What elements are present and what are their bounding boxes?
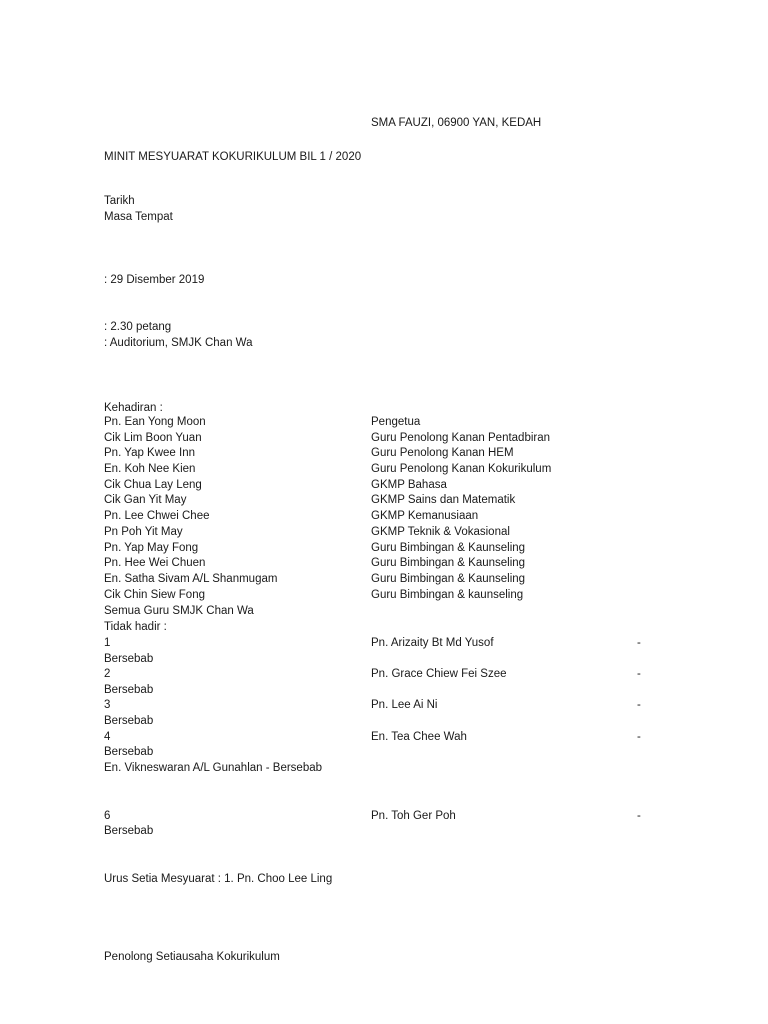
time-place-label: Masa Tempat bbox=[104, 211, 173, 223]
absent-name: Pn. Lee Ai Ni bbox=[371, 699, 438, 711]
attendee-role: Guru Penolong Kanan Kokurikulum bbox=[371, 463, 552, 475]
time-value: : 2.30 petang bbox=[104, 321, 172, 333]
absent-dash: - bbox=[637, 637, 641, 649]
attendee-role: Guru Bimbingan & Kaunseling bbox=[371, 542, 526, 554]
absent-dash: - bbox=[637, 810, 641, 822]
absent-number: 4 bbox=[104, 731, 111, 743]
attendee-name: Pn. Yap May Fong bbox=[104, 542, 199, 554]
absent-number: 6 bbox=[104, 810, 111, 822]
date-label: Tarikh bbox=[104, 195, 135, 207]
attendee-name: Cik Gan Yit May bbox=[104, 494, 187, 506]
absent-number: 2 bbox=[104, 668, 111, 680]
secretariat-line: Urus Setia Mesyuarat : 1. Pn. Choo Lee Ling bbox=[104, 873, 333, 885]
attendee-name: Cik Lim Boon Yuan bbox=[104, 432, 202, 444]
absent-number: 1 bbox=[104, 637, 111, 649]
absent-reason: Bersebab bbox=[104, 746, 154, 758]
attendee-name: Pn. Ean Yong Moon bbox=[104, 416, 206, 428]
absent-heading: Tidak hadir : bbox=[104, 621, 167, 633]
attendee-role: GKMP Teknik & Vokasional bbox=[371, 526, 510, 538]
attendee-role: Guru Bimbingan & Kaunseling bbox=[371, 557, 526, 569]
attendee-name: Cik Chua Lay Leng bbox=[104, 479, 202, 491]
absent-reason: Bersebab bbox=[104, 684, 154, 696]
attendee-role: Guru Penolong Kanan Pentadbiran bbox=[371, 432, 551, 444]
absent-dash: - bbox=[637, 731, 641, 743]
absent-name: Pn. Toh Ger Poh bbox=[371, 810, 456, 822]
absent-reason: Bersebab bbox=[104, 715, 154, 727]
attendee-name: Cik Chin Siew Fong bbox=[104, 589, 205, 601]
document-title: MINIT MESYUARAT KOKURIKULUM BIL 1 / 2020 bbox=[104, 151, 362, 163]
attendee-name: En. Satha Sivam A/L Shanmugam bbox=[104, 573, 278, 585]
attendee-name: En. Koh Nee Kien bbox=[104, 463, 196, 475]
absent-dash: - bbox=[637, 699, 641, 711]
absent-number: 3 bbox=[104, 699, 111, 711]
attendee-role: Guru Bimbingan & kaunseling bbox=[371, 589, 524, 601]
absent-dash: - bbox=[637, 668, 641, 680]
attendee-role: GKMP Bahasa bbox=[371, 479, 447, 491]
attendance-heading: Kehadiran : bbox=[104, 402, 163, 414]
attendee-name: Pn. Hee Wei Chuen bbox=[104, 557, 206, 569]
footer-title: Penolong Setiausaha Kokurikulum bbox=[104, 951, 280, 963]
absent-line-5: En. Vikneswaran A/L Gunahlan - Bersebab bbox=[104, 762, 323, 774]
attendee-name: Pn. Yap Kwee Inn bbox=[104, 447, 196, 459]
attendee-name: Pn. Lee Chwei Chee bbox=[104, 510, 210, 522]
attendee-role: GKMP Sains dan Matematik bbox=[371, 494, 516, 506]
attendee-role: Pengetua bbox=[371, 416, 421, 428]
absent-name: En. Tea Chee Wah bbox=[371, 731, 467, 743]
attendee-name: Pn Poh Yit May bbox=[104, 526, 183, 538]
all-teachers-line: Semua Guru SMJK Chan Wa bbox=[104, 605, 254, 617]
absent-name: Pn. Arizaity Bt Md Yusof bbox=[371, 637, 494, 649]
date-value: : 29 Disember 2019 bbox=[104, 274, 205, 286]
absent-reason: Bersebab bbox=[104, 825, 154, 837]
attendee-role: GKMP Kemanusiaan bbox=[371, 510, 479, 522]
school-address: SMA FAUZI, 06900 YAN, KEDAH bbox=[371, 117, 542, 129]
absent-name: Pn. Grace Chiew Fei Szee bbox=[371, 668, 507, 680]
absent-reason: Bersebab bbox=[104, 653, 154, 665]
attendee-role: Guru Penolong Kanan HEM bbox=[371, 447, 514, 459]
attendee-role: Guru Bimbingan & Kaunseling bbox=[371, 573, 526, 585]
place-value: : Auditorium, SMJK Chan Wa bbox=[104, 337, 253, 349]
